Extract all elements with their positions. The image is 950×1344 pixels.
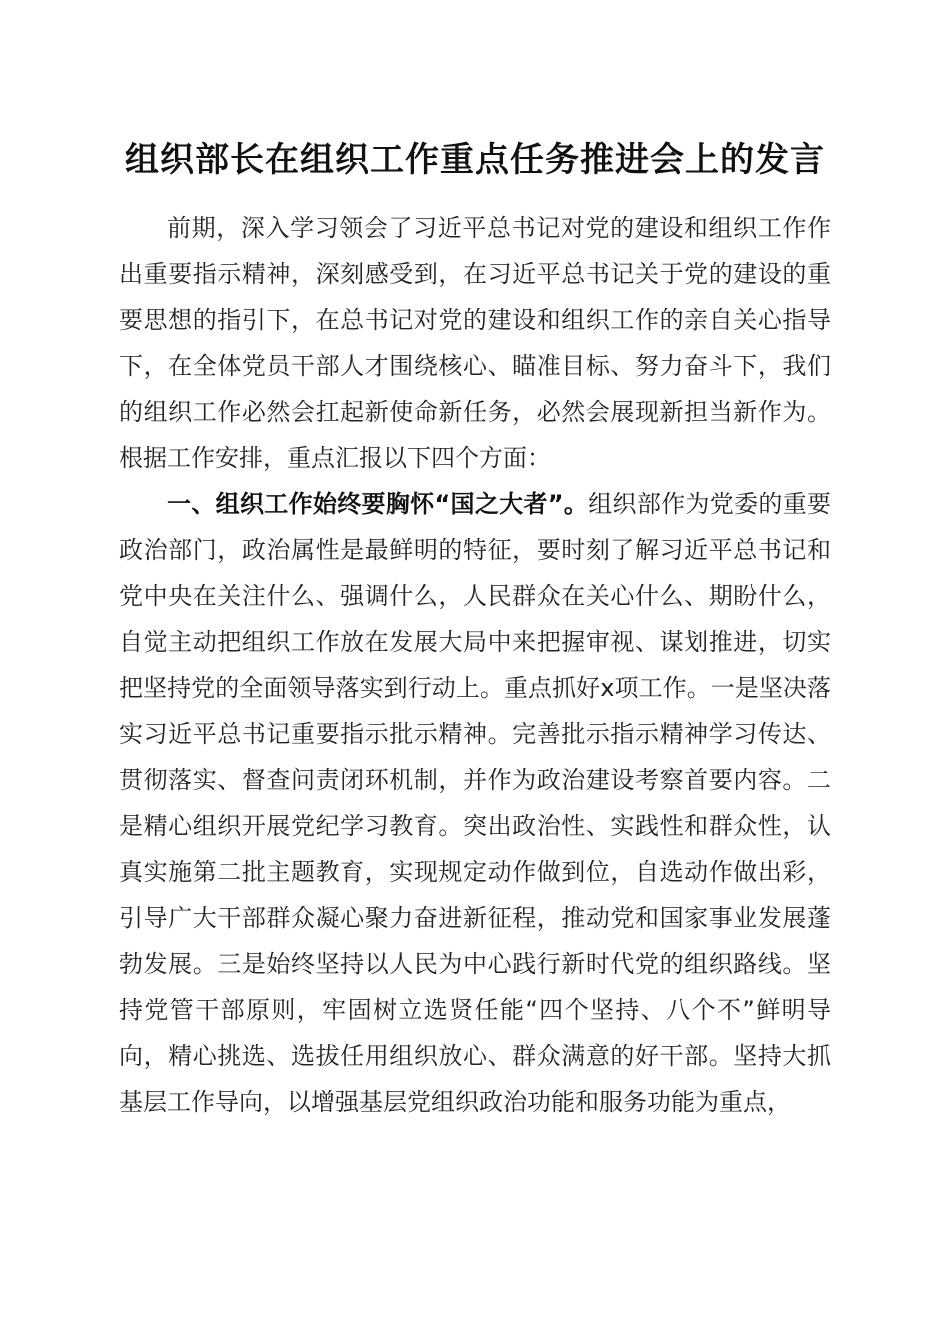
document-body (119, 205, 831, 1125)
section-1-paragraph (119, 481, 831, 1125)
section-1-heading: 一、组织工作始终要胸怀“国之大者”。 (167, 490, 589, 518)
intro-paragraph: 前期，深入学习领会了习近平总书记对党的建设和组织工作作出重要指示精神，深刻感受到，在习近平总书记关于党的建设的重要思想的指引下，在总书记对党的建设和组织工作的亲自关心指导下，在全体党员干部人才围绕核心、瞄准目标、努力奋斗下，我们的组织工作必然会扛起新使命新任务，必然会展现新担当新作为。根据工作安排，重点汇报以下四个方面： (119, 214, 831, 472)
document-title: 组织部长在组织工作重点任务推进会上的发言 (125, 140, 825, 180)
section-1-body: 组织部作为党委的重要政治部门，政治属性是最鲜明的特征，要时刻了解习近平总书记和党中央在关注什么、强调什么，人民群众在关心什么、期盼什么，自觉主动把组织工作放在发展大局中来把握审视、谋划推进，切实把坚持党的全面领导落实到行动上。重点抓好x项工作。一是坚决落实习近平总书记重要指示批示精神。完善批示指示精神学习传达、贯彻落实、督查问责闭环机制，并作为政治建设考察首要内容。二是精心组织开展党纪学习教育。突出政治性、实践性和群众性，认真实施第二批主题教育，实现规定动作做到位，自选动作做出彩，引导广大干部群众凝心聚力奋进新征程，推动党和国家事业发展蓬勃发展。三是始终坚持以人民为中心践行新时代党的组织路线。坚持党管干部原则，牢固树立选贤任能“四个坚持、八个不”鲜明导向，精心挑选、选拔任用组织放心、群众满意的好干部。坚持大抓基层工作导向，以增强基层党组织政治功能和服务功能为重点， (119, 490, 832, 1116)
